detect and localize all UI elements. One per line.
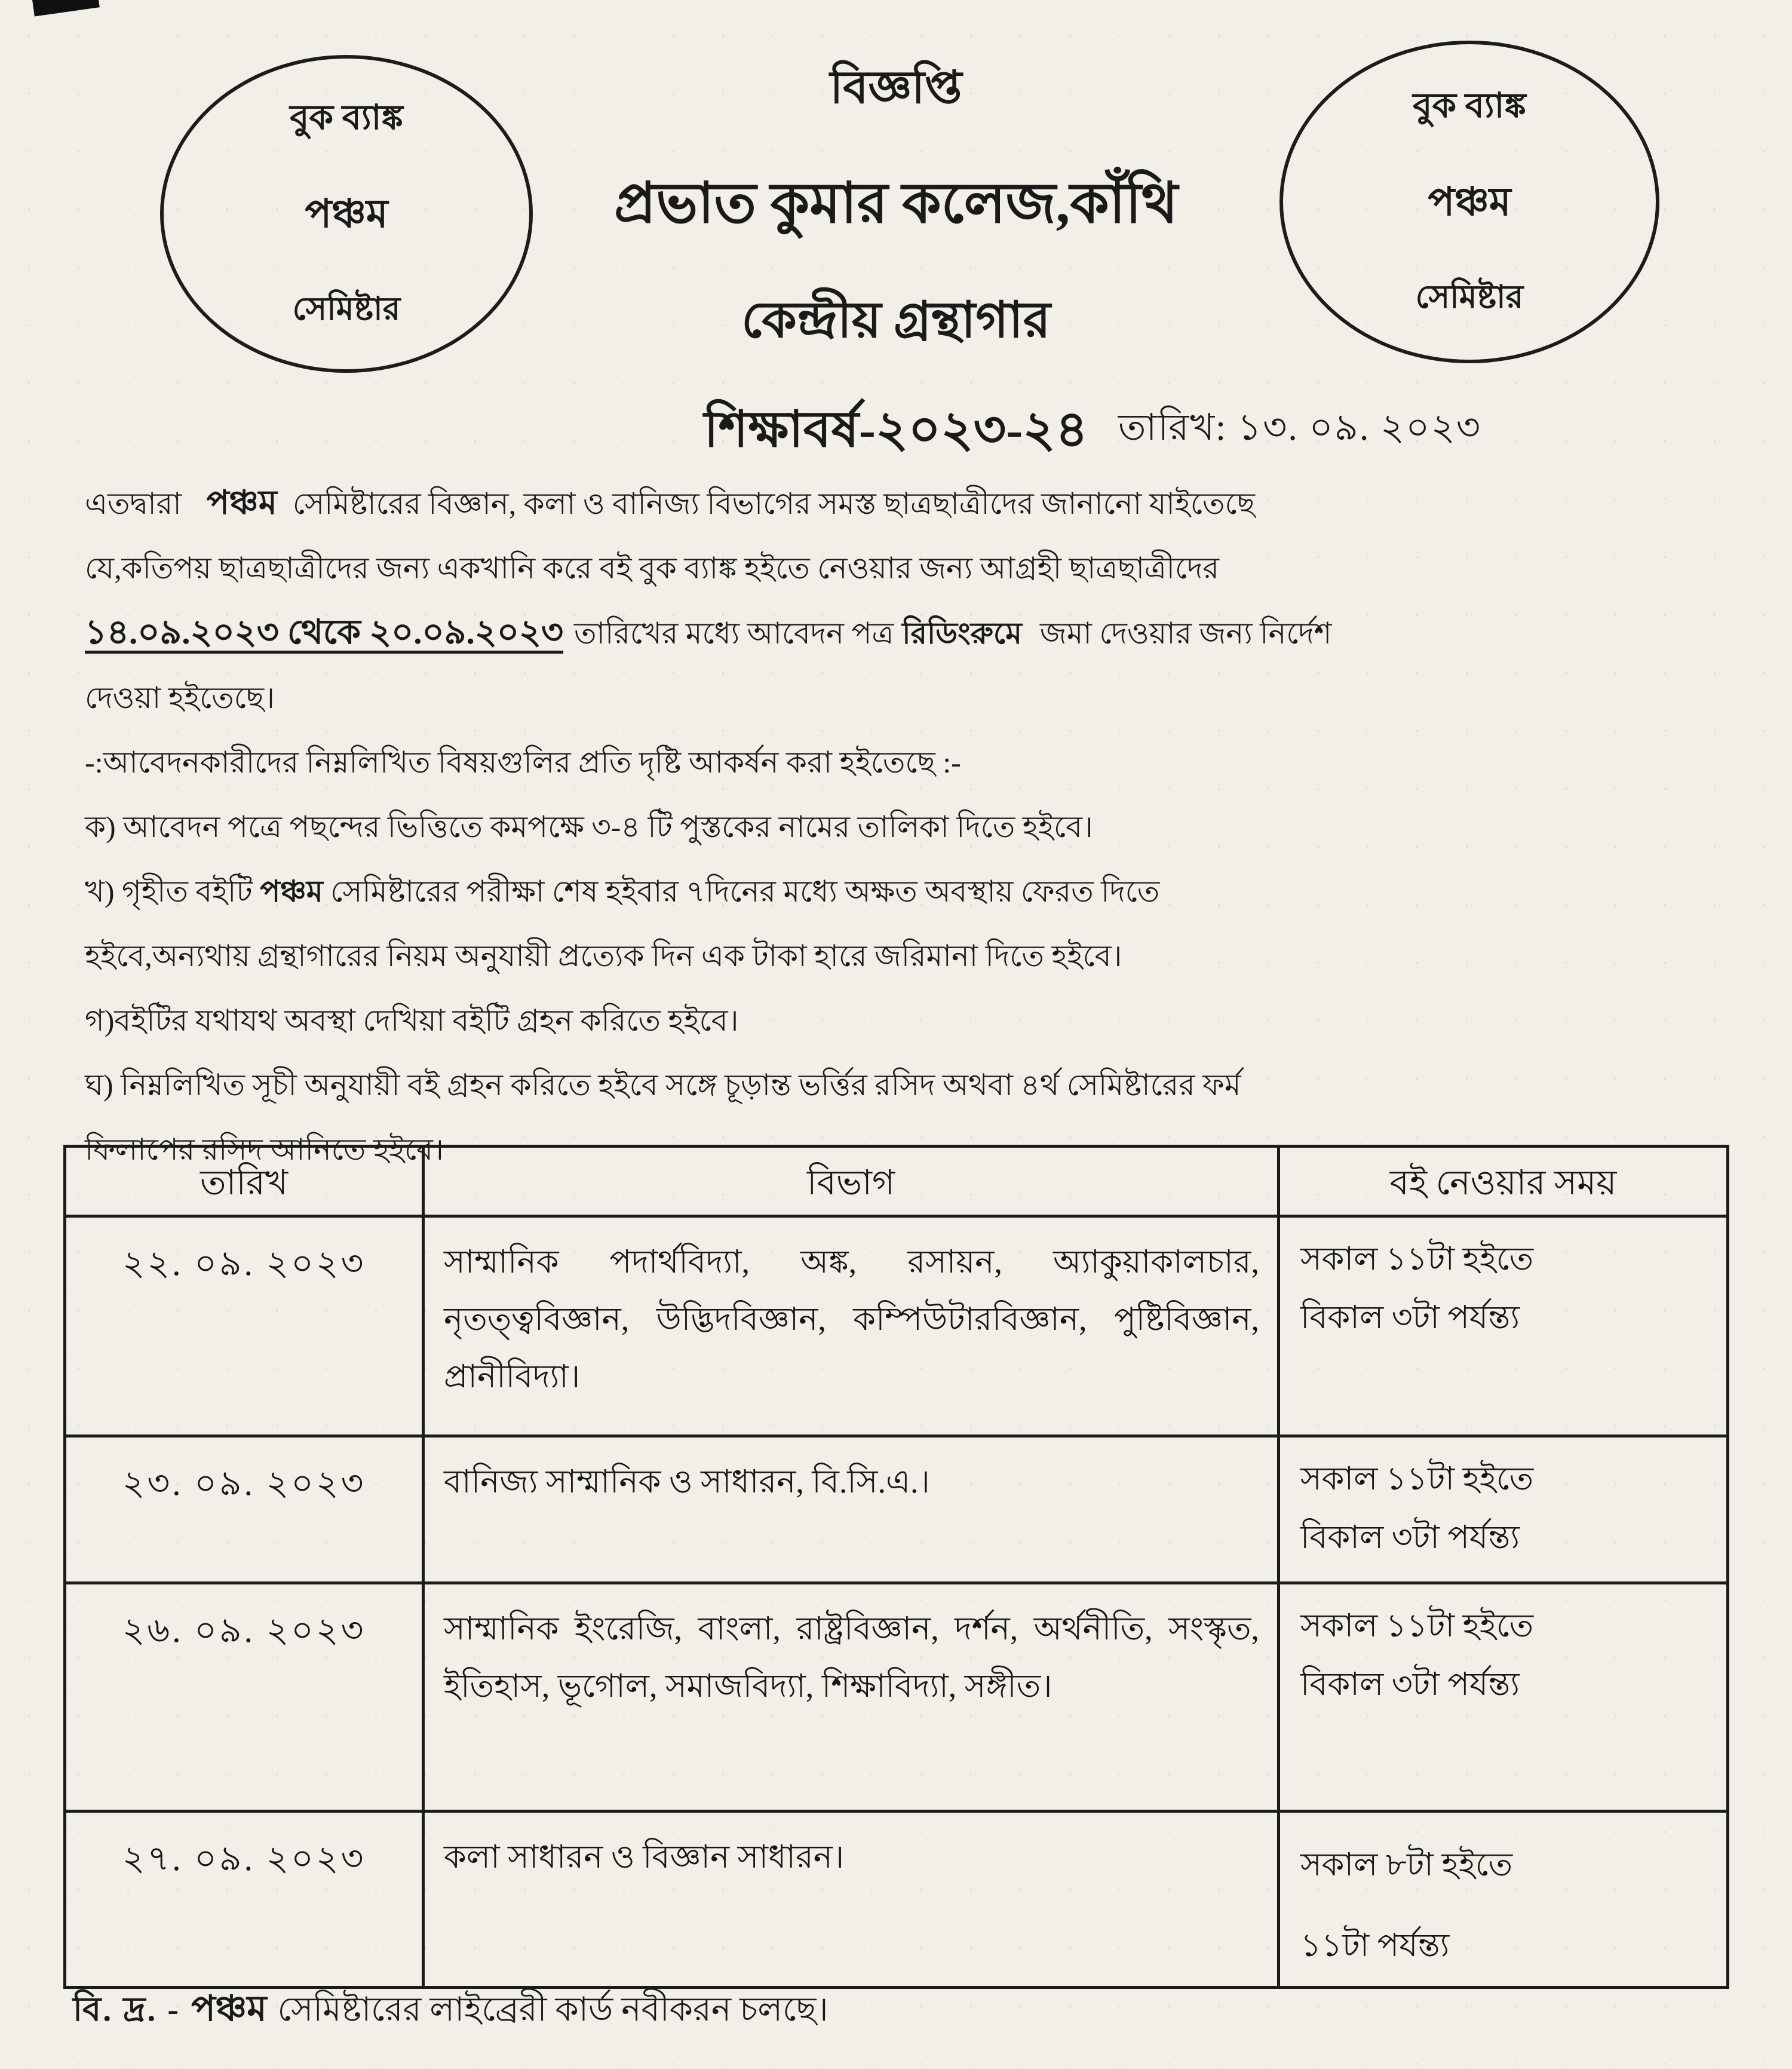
intro-text: এতদ্বারা — [85, 487, 182, 520]
stamp-line: সেমিষ্টার — [1415, 278, 1524, 315]
point-text: ক) আবেদন পত্রে পছন্দের ভিত্তিতে কমপক্ষে ৩-৪ টি পুস্তকের নামের তালিকা দিতে হইবে। — [85, 810, 1093, 844]
point-text: খ) গৃহীত বইটি — [85, 875, 253, 908]
scan-artifact — [32, 0, 100, 16]
time-line: ১১টা পর্যন্ত্য — [1300, 1927, 1450, 1963]
schedule-table — [63, 1145, 1729, 1989]
cell-time — [1279, 1436, 1728, 1583]
time-line: বিকাল ৩টা পর্যন্ত্য — [1300, 1299, 1520, 1336]
cell-time — [1279, 1216, 1728, 1436]
time-line: সকাল ১১টা হইতে — [1300, 1241, 1534, 1277]
point-text: সেমিষ্টারের পরীক্ষা শেষ হইবার ৭দিনের মধ্যে অক্ষত অবস্থায় ফেরত দিতে — [330, 875, 1160, 908]
notice-label: বিজ্ঞপ্তি — [830, 63, 962, 113]
table-header-row — [65, 1147, 1728, 1216]
footer-text: সেমিষ্টারের লাইব্রেরী কার্ড নবীকরন চলছে। — [277, 1991, 829, 2028]
semester-word: পঞ্চম — [191, 1989, 267, 2028]
column-header-department: বিভাগ — [424, 1147, 1279, 1216]
cell-departments: বানিজ্য সাম্মানিক ও সাধারন, বি.সি.এ.। — [424, 1436, 1279, 1583]
time-line: সকাল ১১টা হইতে — [1300, 1461, 1534, 1497]
intro-line-1 — [85, 471, 1722, 536]
intro-text: দেওয়া হইতেছে। — [85, 681, 275, 715]
column-header-date: তারিখ — [65, 1147, 424, 1216]
application-date-range: ১৪.০৯.২০২৩ থেকে ২০.০৯.২০২৩ — [85, 614, 564, 651]
cell-departments: সাম্মানিক পদার্থবিদ্যা, অঙ্ক, রসায়ন, অ্যাকুয়াকালচার, নৃতত্ত্ববিজ্ঞান, উদ্ভিদবিজ্ঞান, কম্পিউটারবিজ্ঞান, পুষ্টিবিজ্ঞান, প্রানীবিদ্যা। — [424, 1216, 1279, 1436]
point-text: ফিলাপের রসিদ আনিতে হইবে। — [85, 1133, 444, 1166]
cell-date: ২৬. ০৯. ২০২৩ — [65, 1583, 424, 1811]
point-text: হইবে,অন্যথায় গ্রন্থাগারের নিয়ম অনুযায়ী প্রত্যেক দিন এক টাকা হারে জরিমানা দিতে হইবে। — [85, 939, 1122, 973]
cell-date: ২৭. ০৯. ২০২৩ — [65, 1811, 424, 1988]
stamp-line: বুক ব্যাঙ্ক — [290, 97, 403, 137]
stamp-line: বুক ব্যাঙ্ক — [1413, 85, 1526, 125]
semester-word: পঞ্চম — [206, 485, 277, 522]
semester-word: পঞ্চম — [260, 875, 323, 908]
intro-line-2 — [85, 536, 1722, 600]
college-name: প্রভাত কুমার কলেজ,কাঁথি — [614, 173, 1178, 235]
cell-departments: সাম্মানিক ইংরেজি, বাংলা, রাষ্ট্রবিজ্ঞান, দর্শন, অর্থনীতি, সংস্কৃত, ইতিহাস, ভূগোল, সমাজবিদ্যা, শিক্ষাবিদ্যা, সঙ্গীত। — [424, 1583, 1279, 1811]
intro-line-4 — [85, 666, 1722, 730]
intro-line-3 — [85, 600, 1722, 666]
time-line: সকাল ৮টা হইতে — [1300, 1847, 1513, 1883]
intro-text: সেমিষ্টারের বিজ্ঞান, কলা ও বানিজ্য বিভাগের সমস্ত ছাত্রছাত্রীদের জানানো যাইতেছে — [292, 487, 1255, 520]
notice-body — [85, 471, 1722, 1182]
attention-line — [85, 730, 1722, 795]
point-c — [85, 988, 1722, 1053]
intro-text: জমা দেওয়ার জন্য নির্দেশ — [1039, 617, 1332, 650]
reading-room-word: রিডিংরুমে — [902, 617, 1022, 650]
table-row — [65, 1436, 1728, 1583]
attention-text: -:আবেদনকারীদের নিম্নলিখিত বিষয়গুলির প্রতি দৃষ্টি আকর্ষন করা হইতেছে :- — [85, 746, 961, 779]
table-row — [65, 1583, 1728, 1811]
academic-year: শিক্ষাবর্ষ-২০২৩-২৪ — [704, 402, 1088, 458]
notice-date: তারিখ: ১৩. ০৯. ২০২৩ — [1118, 407, 1482, 448]
intro-text: যে,কতিপয় ছাত্রছাত্রীদের জন্য একখানি করে বই বুক ব্যাঙ্ক হইতে নেওয়ার জন্য আগ্রহী ছাত্রছাত্রীদের — [85, 551, 1219, 585]
cell-date: ২২. ০৯. ২০২৩ — [65, 1216, 424, 1436]
point-b-line-2 — [85, 924, 1722, 988]
stamp-line: পঞ্চম — [305, 192, 388, 236]
cell-departments: কলা সাধারন ও বিজ্ঞান সাধারন। — [424, 1811, 1279, 1988]
stamp-line: সেমিষ্টার — [292, 290, 401, 327]
point-d-line-1 — [85, 1053, 1722, 1117]
book-bank-stamp-left — [160, 55, 533, 373]
nb-label: বি. দ্র. - — [73, 1991, 181, 2028]
time-line: বিকাল ৩টা পর্যন্ত্য — [1300, 1519, 1520, 1556]
stamp-line: পঞ্চম — [1428, 180, 1511, 224]
column-header-time: বই নেওয়ার সময় — [1279, 1147, 1728, 1216]
table-row — [65, 1811, 1728, 1988]
intro-text: তারিখের মধ্যে আবেদন পত্র — [574, 617, 894, 650]
point-a — [85, 795, 1722, 859]
library-name: কেন্দ্রীয় গ্রন্থাগার — [741, 293, 1051, 348]
book-bank-stamp-right — [1279, 41, 1659, 363]
footer-note — [73, 1981, 829, 2041]
table-row — [65, 1216, 1728, 1436]
cell-date: ২৩. ০৯. ২০২৩ — [65, 1436, 424, 1583]
point-b-line-1 — [85, 859, 1722, 924]
cell-time — [1279, 1811, 1728, 1988]
time-line: সকাল ১১টা হইতে — [1300, 1608, 1534, 1644]
point-text: গ)বইটির যথাযথ অবস্থা দেখিয়া বইটি গ্রহন করিতে হইবে। — [85, 1004, 739, 1037]
time-line: বিকাল ৩টা পর্যন্ত্য — [1300, 1666, 1520, 1703]
cell-time — [1279, 1583, 1728, 1811]
point-text: ঘ) নিম্নলিখিত সূচী অনুযায়ী বই গ্রহন করিতে হইবে সঙ্গে চূড়ান্ত ভর্ত্তির রসিদ অথবা ৪র্থ সেমিষ্টারের ফর্ম — [85, 1068, 1241, 1102]
